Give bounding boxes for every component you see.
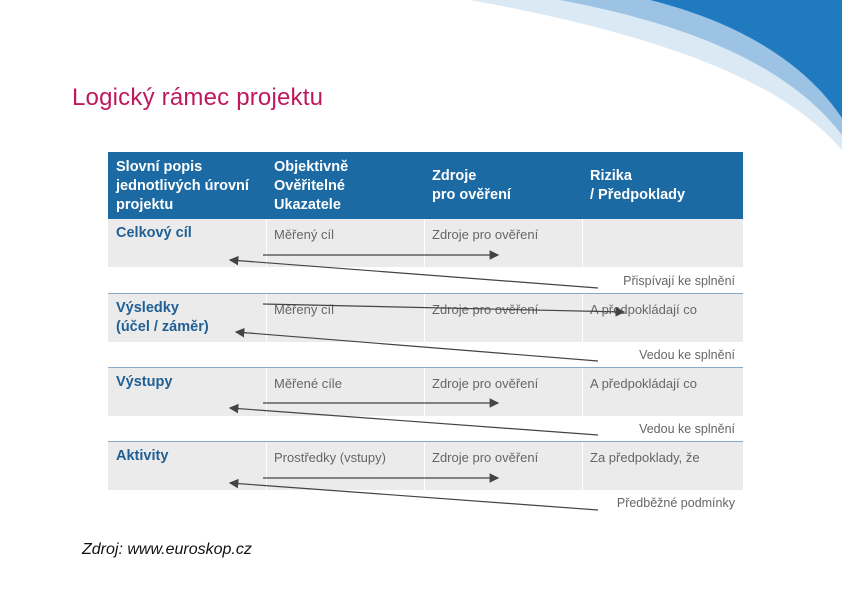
page-title: Logický rámec projektu [72,84,324,111]
header-line: Ukazatele [274,197,341,213]
arrow-diagonal-left [230,260,598,288]
transition-label: Vedou ke splnění [639,348,735,362]
transition-label: Vedou ke splnění [639,422,735,436]
flow-arrows [108,152,743,517]
corner-decoration [0,0,842,160]
indicator-cell: Měřený cíl [274,227,334,242]
indicator-cell: Měřené cíle [274,376,342,391]
arrow-diagonal-left [230,483,598,510]
level-label: Aktivity [116,448,169,464]
header-line: jednotlivých úrovní [116,178,249,194]
header-line: Slovní popis [116,159,203,175]
risk-cell: A předpokládají co [590,302,697,317]
level-label: Výsledky [116,300,179,316]
header-line: projektu [116,197,174,213]
source-cell: Zdroje pro ověření [432,302,539,317]
risk-cell: A předpokládají co [590,376,697,391]
transition-label: Předběžné podmínky [616,496,735,510]
level-sublabel: (účel / záměr) [116,319,209,335]
header-line: pro ověření [432,187,511,203]
transition-label: Přispívají ke splnění [623,274,735,288]
header-line: Zdroje [432,168,477,184]
header-line: Ověřitelné [274,178,345,194]
header-line: Objektivně [274,159,349,175]
level-label: Výstupy [116,374,173,390]
arrow-to-risk [263,304,624,312]
arrow-diagonal-left [230,408,598,435]
indicator-cell: Prostředky (vstupy) [274,450,386,465]
source-cell: Zdroje pro ověření [432,376,539,391]
source-cell: Zdroje pro ověření [432,450,539,465]
arrow-diagonal-left [236,332,598,361]
header-line: / Předpoklady [590,187,686,203]
logical-framework-table [108,152,743,517]
source-caption: Zdroj: www.euroskop.cz [82,541,252,558]
source-cell: Zdroje pro ověření [432,227,539,242]
indicator-cell: Měřený cíl [274,302,334,317]
level-label: Celkový cíl [116,225,192,241]
header-line: Rizika [590,168,632,184]
risk-cell: Za předpoklady, že [590,450,700,465]
